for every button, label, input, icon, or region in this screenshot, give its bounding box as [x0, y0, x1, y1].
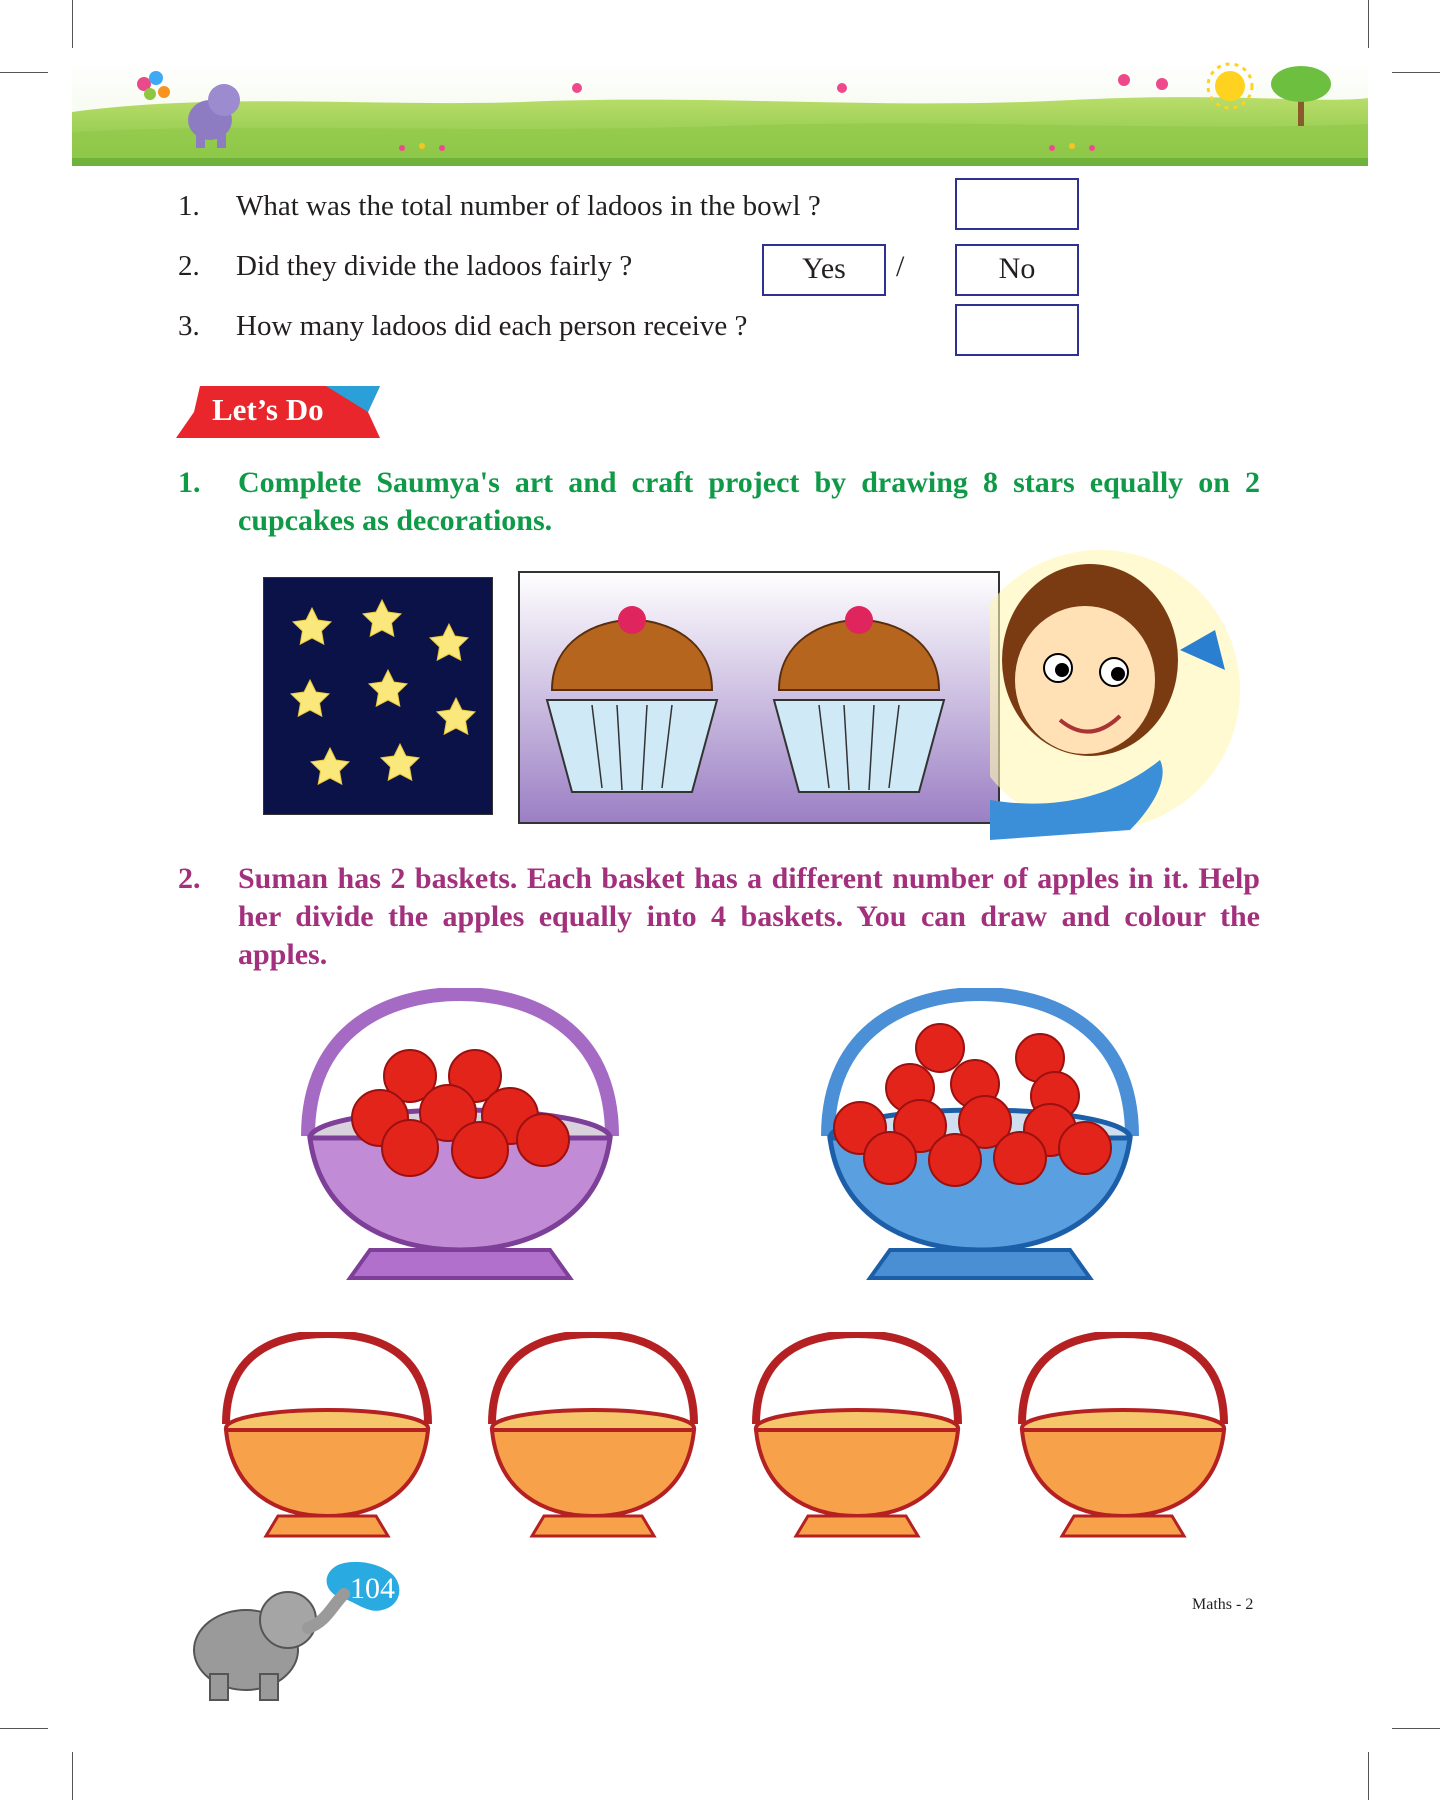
- task-1: [178, 464, 1260, 540]
- task-number: 1.: [178, 466, 201, 499]
- lets-do-tag: [176, 386, 380, 438]
- yes-option-box[interactable]: Yes: [762, 244, 886, 296]
- star-icon: [311, 748, 349, 784]
- question-text: What was the total number of ladoos in the bowl ?: [236, 190, 821, 222]
- task-text: Suman has 2 baskets. Each basket has a different number of apples in it. Help her divide the apples equally into 4 baskets. You can draw and colour the apples.: [238, 862, 1260, 971]
- section-tag-label: Let’s Do: [212, 392, 324, 427]
- purple-apple-basket: [300, 988, 620, 1286]
- no-option-box[interactable]: No: [955, 244, 1079, 296]
- star-icon: [437, 698, 475, 734]
- book-footer: Maths - 2: [1192, 1596, 1254, 1613]
- star-icon: [381, 744, 419, 780]
- answer-box-each[interactable]: [955, 304, 1079, 356]
- crop-mark: [72, 0, 73, 48]
- crop-mark: [1368, 0, 1369, 48]
- question-number: 2.: [178, 250, 200, 282]
- star-icon: [369, 670, 407, 706]
- crop-mark: [1368, 1752, 1369, 1800]
- crop-mark: [0, 72, 48, 73]
- stars-panel: [263, 577, 493, 815]
- header-banner-illustration: [72, 62, 1368, 166]
- task-text: Complete Saumya's art and craft project by drawing 8 stars equally on 2 cupcakes as decorations.: [238, 466, 1260, 537]
- empty-basket[interactable]: [1014, 1332, 1232, 1540]
- option-separator: /: [896, 250, 905, 283]
- task-number: 2.: [178, 862, 201, 895]
- question-number: 1.: [178, 190, 200, 222]
- question-2: [178, 250, 632, 283]
- star-icon: [291, 680, 329, 716]
- crop-mark: [1392, 72, 1440, 73]
- crop-mark: [0, 1728, 48, 1729]
- cupcake-card: [517, 570, 1001, 825]
- empty-basket[interactable]: [484, 1332, 702, 1540]
- star-icon: [363, 600, 401, 636]
- question-text: Did they divide the ladoos fairly ?: [236, 250, 633, 282]
- page-number: 104: [350, 1572, 395, 1605]
- star-icon: [430, 624, 468, 660]
- crop-mark: [72, 1752, 73, 1800]
- question-3: [178, 310, 747, 343]
- task-2: [178, 860, 1260, 974]
- empty-basket[interactable]: [218, 1332, 436, 1540]
- question-number: 3.: [178, 310, 200, 342]
- question-1: [178, 190, 821, 223]
- crop-mark: [1392, 1728, 1440, 1729]
- blue-apple-basket: [820, 988, 1140, 1286]
- answer-box-total[interactable]: [955, 178, 1079, 230]
- star-icon: [293, 608, 331, 644]
- question-text: How many ladoos did each person receive ?: [236, 310, 748, 342]
- empty-basket[interactable]: [748, 1332, 966, 1540]
- girl-illustration: [990, 540, 1270, 840]
